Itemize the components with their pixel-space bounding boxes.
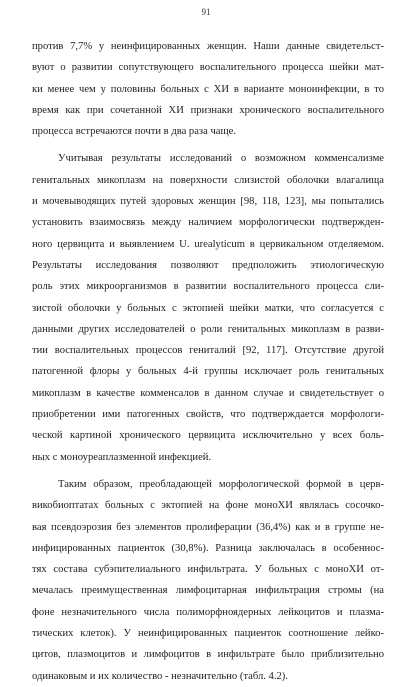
text-line: тях состава субэпителиального инфильтрата. У больных с моноХИ от- <box>32 564 384 576</box>
text-line: Таким образом, преобладающей морфологической формой в церв- <box>58 478 384 490</box>
text-line: роль этих микроорганизмов в развитии воспалительного процесса сли- <box>32 281 384 293</box>
text-line: инфицированных пациенток (30,8%). Разница заключалась в особеннос- <box>32 542 384 554</box>
paragraph-1 <box>32 36 384 142</box>
text-line: время как при сочетанной ХИ признаки хронического воспалительного <box>32 104 384 116</box>
text-line: Учитывая результаты исследований о возможном комменсализме <box>58 153 384 165</box>
text-line: одинаковым и их количество - незначительно (табл. 4.2). <box>32 670 288 682</box>
text-line: Результаты исследования позволяют предположить этиологическую <box>32 259 384 271</box>
text-line: данными других исследователей о роли генитальных микоплазм в разви- <box>32 323 384 335</box>
text-line: установить взаимосвязь между наличием морфологически подтвержден- <box>32 217 384 229</box>
text-line: мечалась преимущественная лимфоцитарная инфильтрация стромы (на <box>32 585 384 597</box>
text-line: тии воспалительных процессов гениталий [92, 117]. Отсутствие другой <box>32 345 384 357</box>
text-line: тических клеток). У неинфицированных пациенток соотношение лейко- <box>32 628 384 640</box>
paragraph-3 <box>32 474 384 687</box>
text-line: приобретении ими патогенных свойств, что подтверждается морфологи- <box>32 409 384 421</box>
text-line: ного цервицита и выявлением U. urealyticum в цервикальном отделяемом. <box>32 238 384 250</box>
paragraph-2 <box>32 148 384 467</box>
text-line: против 7,7% у неинфицированных женщин. Наши данные свидетельст- <box>32 41 384 52</box>
text-line: патогенной флоры у больных 4-й группы исключает роль генитальных <box>32 366 384 378</box>
text-line: ческой картиной хронического цервицита исключительно у всех боль- <box>32 430 384 442</box>
text-line: ных с моноуреаплазменной инфекцией. <box>32 451 212 463</box>
document-body <box>32 36 384 687</box>
text-line: микоплазм в качестве комменсалов в данном случае и свидетельствует о <box>32 387 384 399</box>
text-line: и мочевыводящих путей здоровых женщин [98, 118, 123], мы попытались <box>32 196 384 208</box>
text-line: вая псевдоэрозия без элементов пролиферации (36,4%) как и в группе не- <box>32 521 384 533</box>
text-line: процесса встречаются почти в два раза чаще. <box>32 126 236 138</box>
text-line: фоне незначительного числа полиморфноядерных лейкоцитов и плазма- <box>32 606 384 618</box>
text-line: цитов, плазмоцитов и лимфоцитов в инфильтрате было приблизительно <box>32 649 384 661</box>
text-line: вуют о развитии сопутствующего воспалительного процесса шейки мат- <box>32 62 384 74</box>
text-line: ки менее чем у половины больных с ХИ в варианте моноинфекции, в то <box>32 83 384 95</box>
text-line: зистой оболочки у больных с эктопией шейки матки, что согласуется с <box>32 302 384 314</box>
text-line: викобиоптатах больных с эктопией на фоне моноХИ являлась сосочко- <box>32 500 384 512</box>
page-number: 91 <box>201 7 211 17</box>
text-line: генитальных микоплазм на поверхности слизистой оболочки влагалища <box>32 174 384 186</box>
